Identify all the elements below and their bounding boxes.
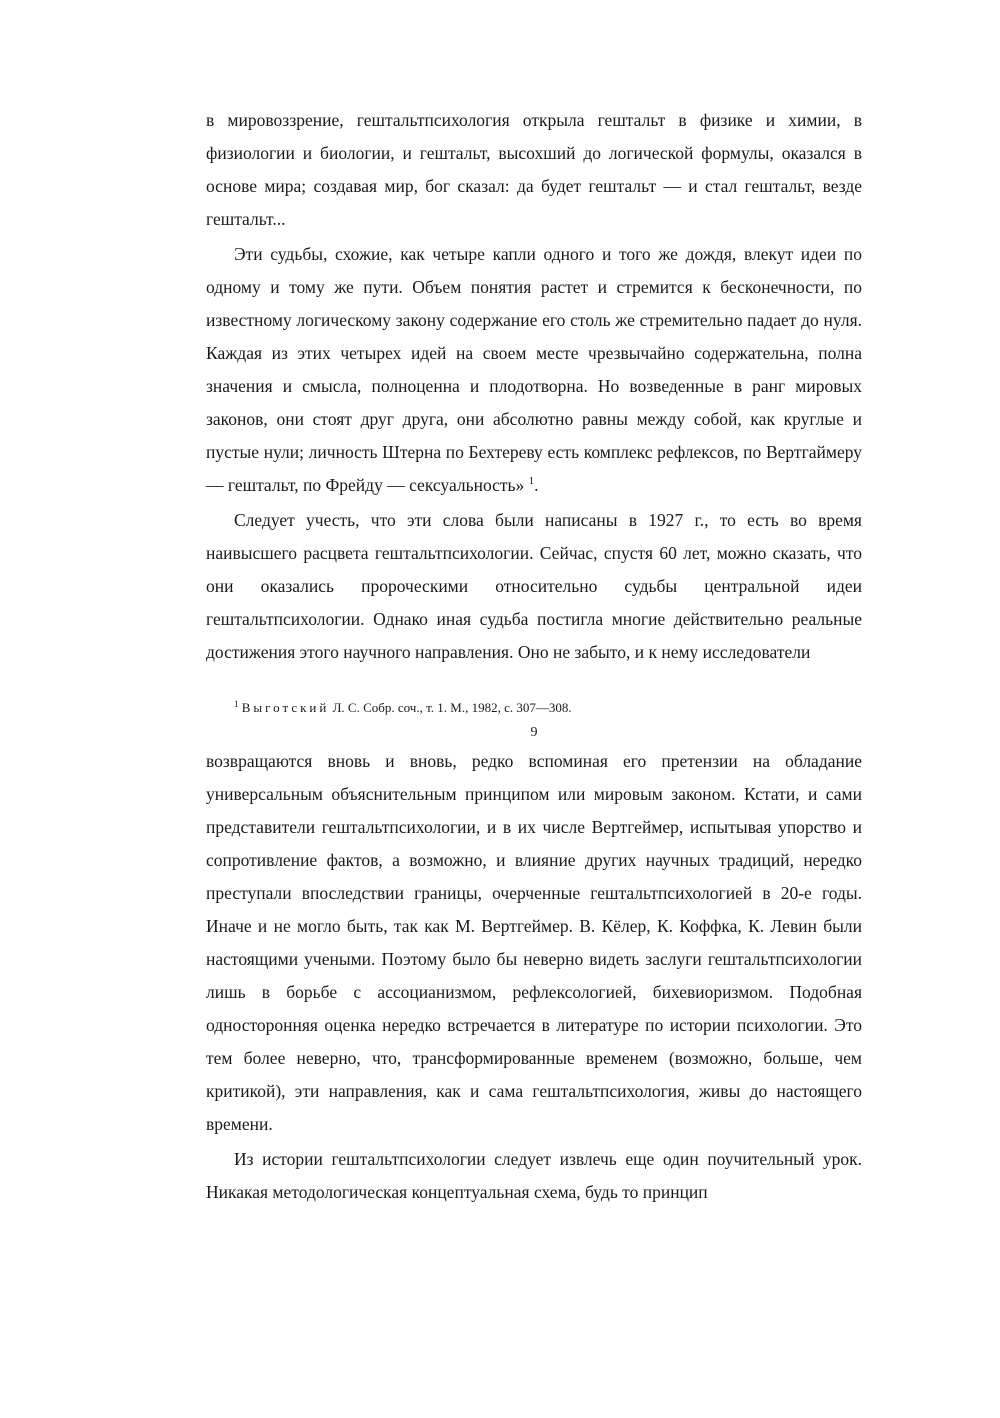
footnote-citation: Л. С. Собр. соч., т. 1. М., 1982, с. 307—308. bbox=[329, 700, 572, 715]
footnote-author: Выготский bbox=[241, 700, 330, 715]
paragraph-end-period: . bbox=[534, 475, 539, 495]
document-page bbox=[206, 104, 862, 1209]
footnote-reference: 1 bbox=[528, 475, 535, 487]
paragraph-fate-of-ideas-text: Эти судьбы, схожие, как четыре капли одного и того же дождя, влекут идеи по одному и тому же пути. Объем понятия растет и стремится к бесконечности, по известному логическому закону содержание его столь же стремительно падает до нуля. Каждая из этих четырех идей на своем месте чрезвычайно содержательна, полна значения и смысла, полноценна и плодотворна. Но возведенные в ранг мировых законов, они стоят друг друга, они абсолютно равны между собой, как круглые и пустые нули; личность Штерна по Бехтереву есть комплекс рефлексов, по Вертгаймеру — гештальт, по Фрейду — сексуальность» bbox=[206, 244, 862, 495]
footnote bbox=[234, 699, 862, 717]
footnote-mark: 1 bbox=[234, 699, 239, 709]
paragraph-written-1927: Следует учесть, что эти слова были написаны в 1927 г., то есть во время наивысшего расцвета гештальтпсихологии. Сейчас, спустя 60 лет, можно сказать, что они оказались пророческими относительно судьбы центральной идеи гештальтпсихологии. Однако иная судьба постигла многие действительно реальные достижения этого научного направления. Оно не забыто, и к нему исследователи bbox=[206, 510, 862, 662]
paragraph-lesson: Из истории гештальтпсихологии следует извлечь еще один поучительный урок. Никакая методологическая концептуальная схема, будь то принцип bbox=[206, 1149, 862, 1202]
page-number: 9 bbox=[530, 725, 538, 740]
paragraph-intro-continuation: в мировоззрение, гештальтпсихология открыла гештальт в физике и химии, в физиологии и биологии, и гештальт, высохший до логической формулы, оказался в основе мира; создавая мир, бог сказал: да будет гештальт — и стал гештальт, везде гештальт... bbox=[206, 110, 862, 229]
paragraph-fate-of-ideas bbox=[206, 238, 862, 502]
paragraph-researchers-return: возвращаются вновь и вновь, редко вспоминая его претензии на обладание универсальным объяснительным принципом или мировым законом. Кстати, и сами представители гештальтпсихологии, и в их числе Вертгеймер, испытывая упорство и сопротивление фактов, а возможно, и влияние других научных традиций, нередко преступали впоследствии границы, очерченные гештальтпсихологией в 20-е годы. Иначе и не могло быть, так как М. Вертгеймер. В. Кёлер, К. Коффка, К. Левин были настоящими учеными. Поэтому было бы неверно видеть заслуги гештальтпсихологии лишь в борьбе с ассоцианизмом, рефлексологией, бихевиоризмом. Подобная односторонняя оценка нередко встречается в литературе по истории психологии. Это тем более неверно, что, трансформированные временем (возможно, больше, чем критикой), эти направления, как и сама гештальтпсихология, живы до настоящего времени. bbox=[206, 751, 862, 1134]
